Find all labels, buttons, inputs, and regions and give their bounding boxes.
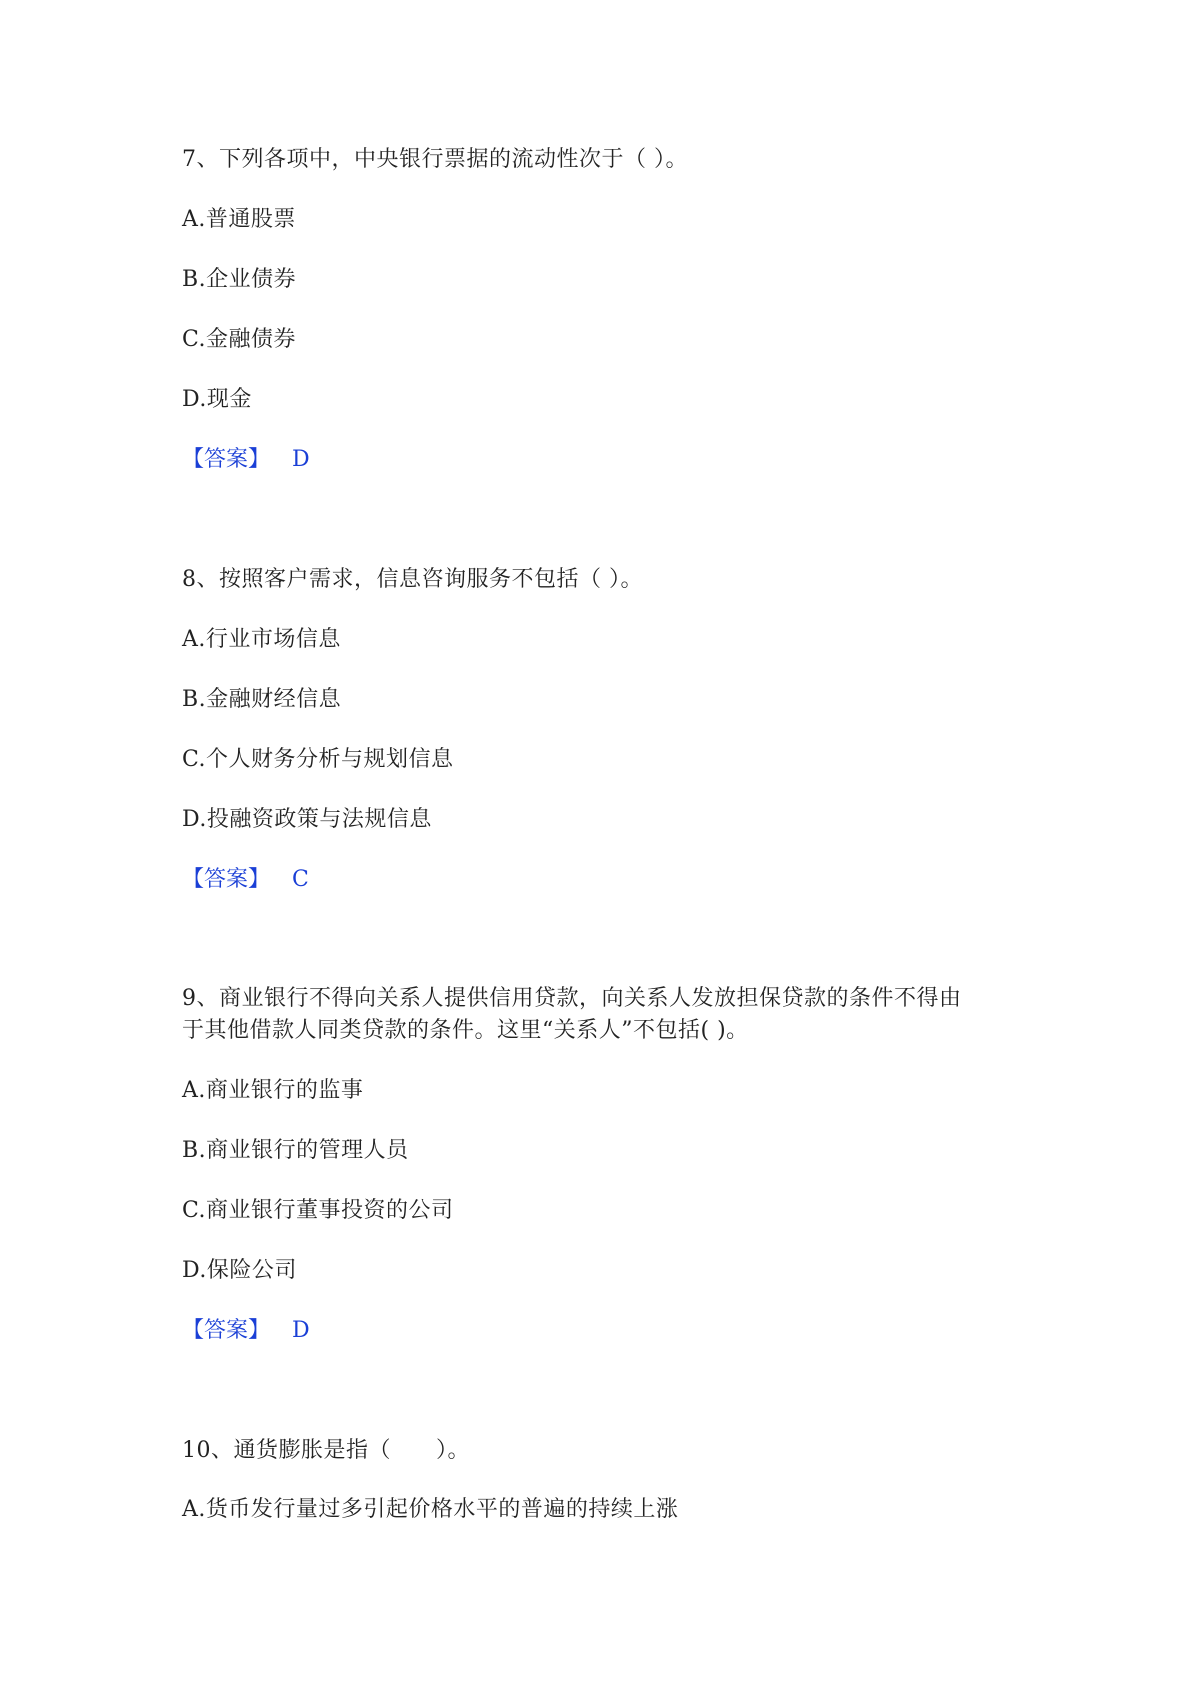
question-8-option-b: B.金融财经信息 (182, 687, 342, 712)
question-8-option-a: A.行业市场信息 (182, 627, 341, 652)
question-8-option-d: D.投融资政策与法规信息 (182, 807, 432, 832)
question-7-stem: 7、下列各项中，中央银行票据的流动性次于（ ）。 (182, 147, 688, 172)
question-7-answer (182, 447, 310, 473)
question-9-option-d: D.保险公司 (182, 1258, 297, 1283)
question-10-option-a: A.货币发行量过多引起价格水平的普遍的持续上涨 (182, 1497, 679, 1522)
question-8-stem: 8、按照客户需求，信息咨询服务不包括（ ）。 (182, 567, 643, 592)
question-7-option-a: A.普通股票 (182, 207, 296, 232)
question-8-answer (182, 867, 309, 893)
question-7-option-b: B.企业债券 (182, 267, 297, 292)
answer-label: 【答案】 (182, 447, 271, 472)
question-9-option-a: A.商业银行的监事 (182, 1078, 364, 1103)
question-9-stem-line-2: 于其他借款人同类贷款的条件。这里“关系人”不包括( )。 (182, 1018, 749, 1043)
answer-value: D (292, 447, 310, 472)
question-8-option-c: C.个人财务分析与规划信息 (182, 747, 454, 772)
answer-value: C (292, 867, 309, 892)
answer-label: 【答案】 (182, 1318, 271, 1343)
question-9-stem-line-1: 9、商业银行不得向关系人提供信用贷款，向关系人发放担保贷款的条件不得由 (182, 986, 962, 1011)
question-9-option-c: C.商业银行董事投资的公司 (182, 1198, 454, 1223)
question-10-stem: 10、通货膨胀是指（ ）。 (182, 1438, 470, 1463)
question-7-option-d: D.现金 (182, 387, 252, 412)
question-9-option-b: B.商业银行的管理人员 (182, 1138, 409, 1163)
answer-value: D (292, 1318, 310, 1343)
question-7-option-c: C.金融债券 (182, 327, 297, 352)
answer-label: 【答案】 (182, 867, 271, 892)
question-9-answer (182, 1318, 310, 1344)
